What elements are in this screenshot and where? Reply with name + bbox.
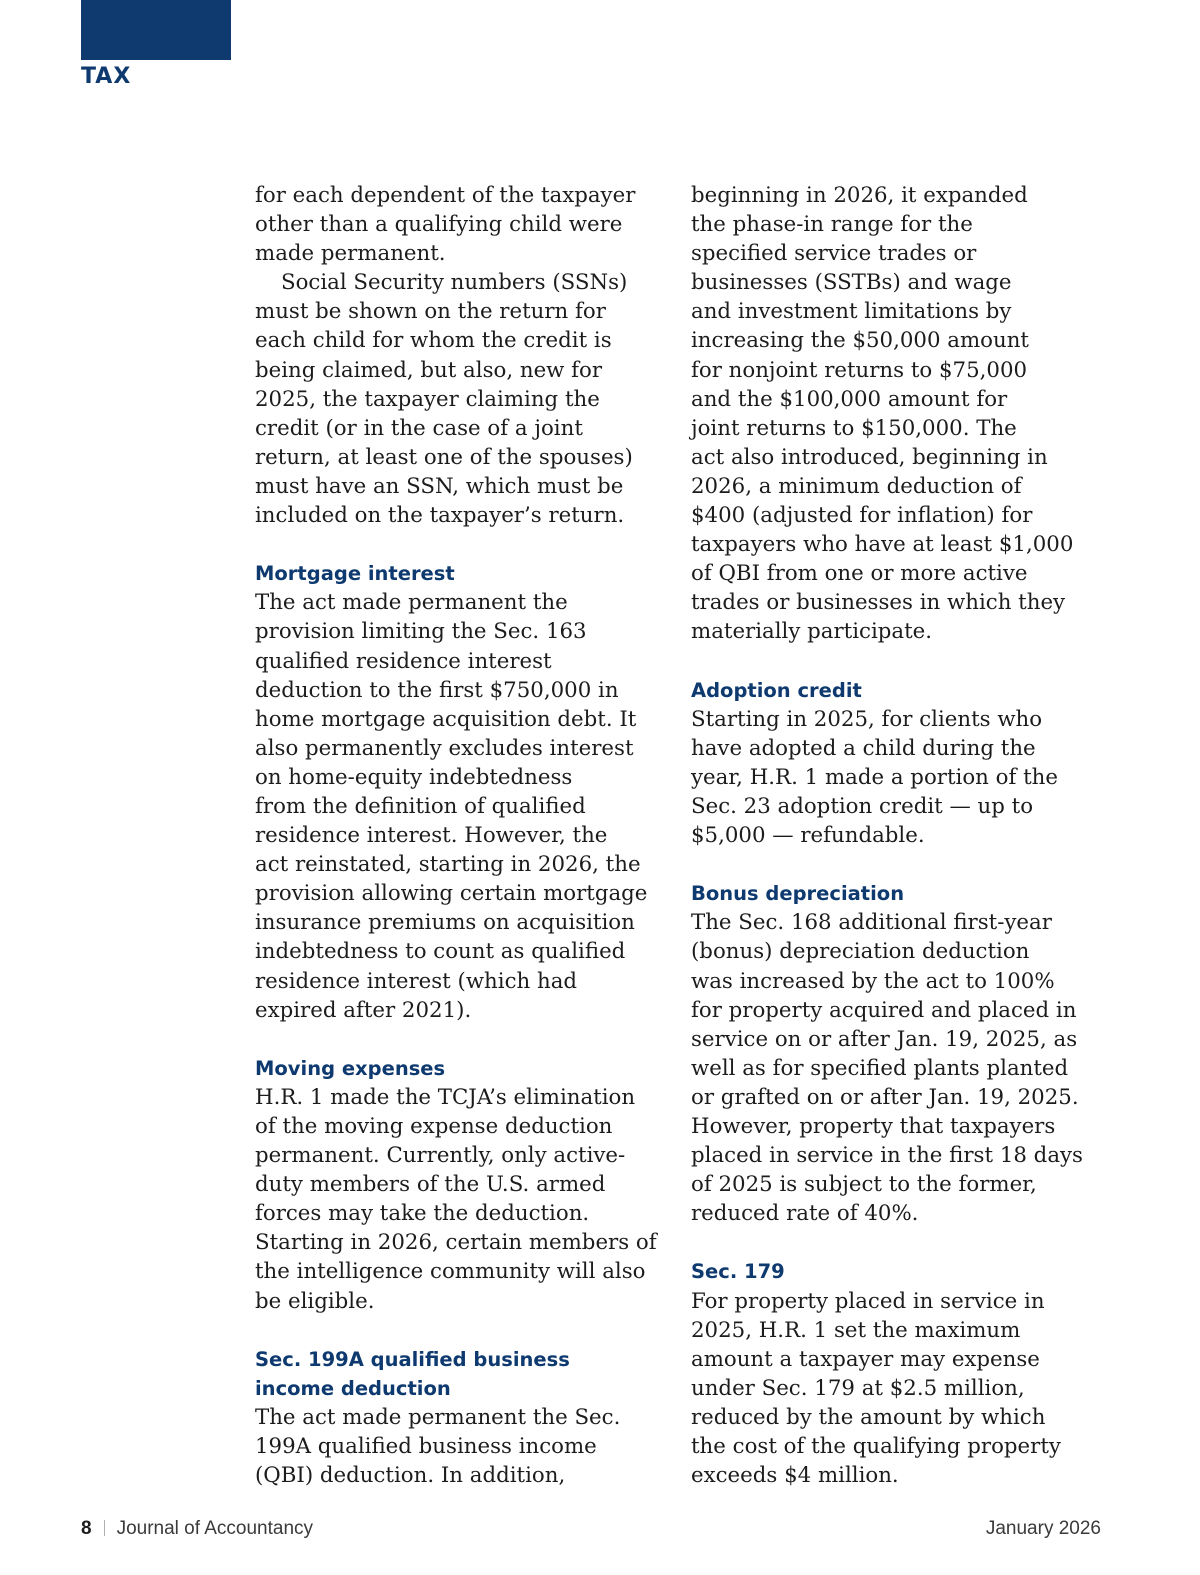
text-line: increasing the $50,000 amount <box>691 328 1029 354</box>
text-line: of 2025 is subject to the former, <box>691 1172 1037 1198</box>
text-line: included on the taxpayer’s return. <box>255 503 625 529</box>
text-line: also permanently excludes interest <box>255 735 634 761</box>
text-line: amount a taxpayer may expense <box>691 1346 1040 1372</box>
text-line: reduced rate of 40%. <box>691 1201 919 1227</box>
text-line: insurance premiums on acquisition <box>255 910 635 936</box>
text-line: provision allowing certain mortgage <box>255 881 648 907</box>
text-line: The act made permanent the <box>255 590 568 616</box>
text-line: 199A qualified business income <box>255 1434 597 1460</box>
text-line: from the definition of qualified <box>255 793 586 819</box>
text-line: taxpayers who have at least $1,000 <box>691 532 1074 558</box>
text-line: qualified residence interest <box>255 648 552 674</box>
heading-moving-expenses: Moving expenses <box>255 1056 446 1080</box>
page-number: 8 <box>81 1518 92 1539</box>
text-line: (QBI) deduction. In addition, <box>255 1463 566 1489</box>
text-line: exceeds $4 million. <box>691 1463 899 1489</box>
header-accent-bar <box>81 0 231 60</box>
text-line: have adopted a child during the <box>691 735 1036 761</box>
text-line: However, property that taxpayers <box>691 1114 1056 1139</box>
text-line: Starting in 2026, certain members of <box>255 1230 657 1256</box>
text-line: for property acquired and placed in <box>691 997 1077 1023</box>
journal-name: Journal of Accountancy <box>116 1518 314 1539</box>
text-line: (bonus) depreciation deduction <box>691 939 1030 965</box>
text-line: specified service trades or <box>691 241 977 267</box>
text-line: For property placed in service in <box>691 1288 1045 1314</box>
text-line: on home-equity indebtedness <box>255 764 573 790</box>
paragraph <box>255 181 675 268</box>
text-line: placed in service in the first 18 days <box>691 1143 1083 1169</box>
paragraph <box>255 588 675 1024</box>
paragraph <box>255 268 675 530</box>
text-line: being claimed, but also, new for <box>255 357 603 383</box>
heading-line: income deduction <box>255 1376 451 1400</box>
heading-qbi-deduction <box>255 1345 675 1403</box>
text-line: service on or after Jan. 19, 2025, as <box>691 1026 1078 1052</box>
text-line: reduced by the amount by which <box>691 1404 1046 1430</box>
text-line: Social Security numbers (SSNs) <box>281 270 628 296</box>
text-line: home mortgage acquisition debt. It <box>255 706 637 732</box>
text-line: provision limiting the Sec. 163 <box>255 619 587 645</box>
text-line: made permanent. <box>255 241 446 267</box>
text-line: return, at least one of the spouses) <box>255 444 633 470</box>
paragraph <box>691 705 1111 850</box>
text-line: The act made permanent the Sec. <box>255 1404 621 1430</box>
footer-divider <box>104 1520 105 1536</box>
paragraph <box>691 1287 1111 1491</box>
footer-left <box>81 1518 313 1540</box>
text-line: year, H.R. 1 made a portion of the <box>691 764 1058 790</box>
text-line: must be shown on the return for <box>255 299 606 325</box>
text-line: expired after 2021). <box>255 997 472 1023</box>
text-line: trades or businesses in which they <box>691 590 1066 616</box>
text-line: under Sec. 179 at $2.5 million, <box>691 1375 1025 1401</box>
text-line: deduction to the first $750,000 in <box>255 677 619 703</box>
text-line: other than a qualifying child were <box>255 212 623 238</box>
text-line: $400 (adjusted for inflation) for <box>691 503 1033 529</box>
text-line: 2025, the taxpayer claiming the <box>255 386 600 412</box>
text-line: act also introduced, beginning in <box>691 444 1048 470</box>
right-column <box>691 181 1111 1490</box>
text-line: or grafted on or after Jan. 19, 2025. <box>691 1084 1079 1110</box>
text-line: was increased by the act to 100% <box>691 968 1055 994</box>
text-line: indebtedness to count as qualified <box>255 939 626 965</box>
text-line: residence interest (which had <box>255 968 578 994</box>
heading-bonus-depreciation: Bonus depreciation <box>691 882 905 906</box>
heading-adoption-credit: Adoption credit <box>691 678 862 702</box>
text-line: 2026, a minimum deduction of <box>691 473 1022 499</box>
text-line: the intelligence community will also <box>255 1259 646 1285</box>
text-line: and investment limitations by <box>691 299 1012 325</box>
text-line: of the moving expense deduction <box>255 1114 613 1139</box>
text-line: each child for whom the credit is <box>255 328 612 354</box>
text-line: and the $100,000 amount for <box>691 386 1008 412</box>
issue-date: January 2026 <box>985 1518 1101 1539</box>
text-line: 2025, H.R. 1 set the maximum <box>691 1317 1021 1343</box>
paragraph <box>691 181 1111 647</box>
text-line: act reinstated, starting in 2026, the <box>255 852 641 878</box>
section-label: TAX <box>81 64 132 89</box>
text-line: beginning in 2026, it expanded <box>691 183 1028 208</box>
text-line: well as for specified plants planted <box>691 1055 1069 1081</box>
heading-mortgage-interest: Mortgage interest <box>255 562 455 586</box>
heading-line: Sec. 199A qualified business <box>255 1347 570 1371</box>
text-line: Starting in 2025, for clients who <box>691 706 1043 732</box>
text-line: the phase-in range for the <box>691 212 973 238</box>
text-line: for each dependent of the taxpayer <box>255 183 636 208</box>
text-line: residence interest. However, the <box>255 823 608 849</box>
text-line: The Sec. 168 additional first-year <box>691 910 1052 936</box>
text-line: businesses (SSTBs) and wage <box>691 270 1012 296</box>
text-line: must have an SSN, which must be <box>255 473 624 499</box>
text-line: duty members of the U.S. armed <box>255 1172 606 1198</box>
text-line: be eligible. <box>255 1288 375 1314</box>
text-line: H.R. 1 made the TCJA’s elimination <box>255 1084 636 1110</box>
text-line: for nonjoint returns to $75,000 <box>691 357 1028 383</box>
heading-sec-179: Sec. 179 <box>691 1260 785 1284</box>
paragraph <box>691 908 1111 1228</box>
text-line: of QBI from one or more active <box>691 561 1028 587</box>
paragraph <box>255 1083 675 1316</box>
text-line: credit (or in the case of a joint <box>255 415 583 441</box>
text-line: forces may take the deduction. <box>255 1201 590 1227</box>
text-line: permanent. Currently, only active- <box>255 1143 626 1169</box>
left-column <box>255 181 675 1490</box>
text-line: joint returns to $150,000. The <box>691 415 1017 441</box>
text-line: materially participate. <box>691 619 933 645</box>
paragraph <box>255 1403 675 1490</box>
text-line: $5,000 — refundable. <box>691 823 925 849</box>
text-line: Sec. 23 adoption credit — up to <box>691 793 1034 819</box>
text-line: the cost of the qualifying property <box>691 1434 1061 1460</box>
